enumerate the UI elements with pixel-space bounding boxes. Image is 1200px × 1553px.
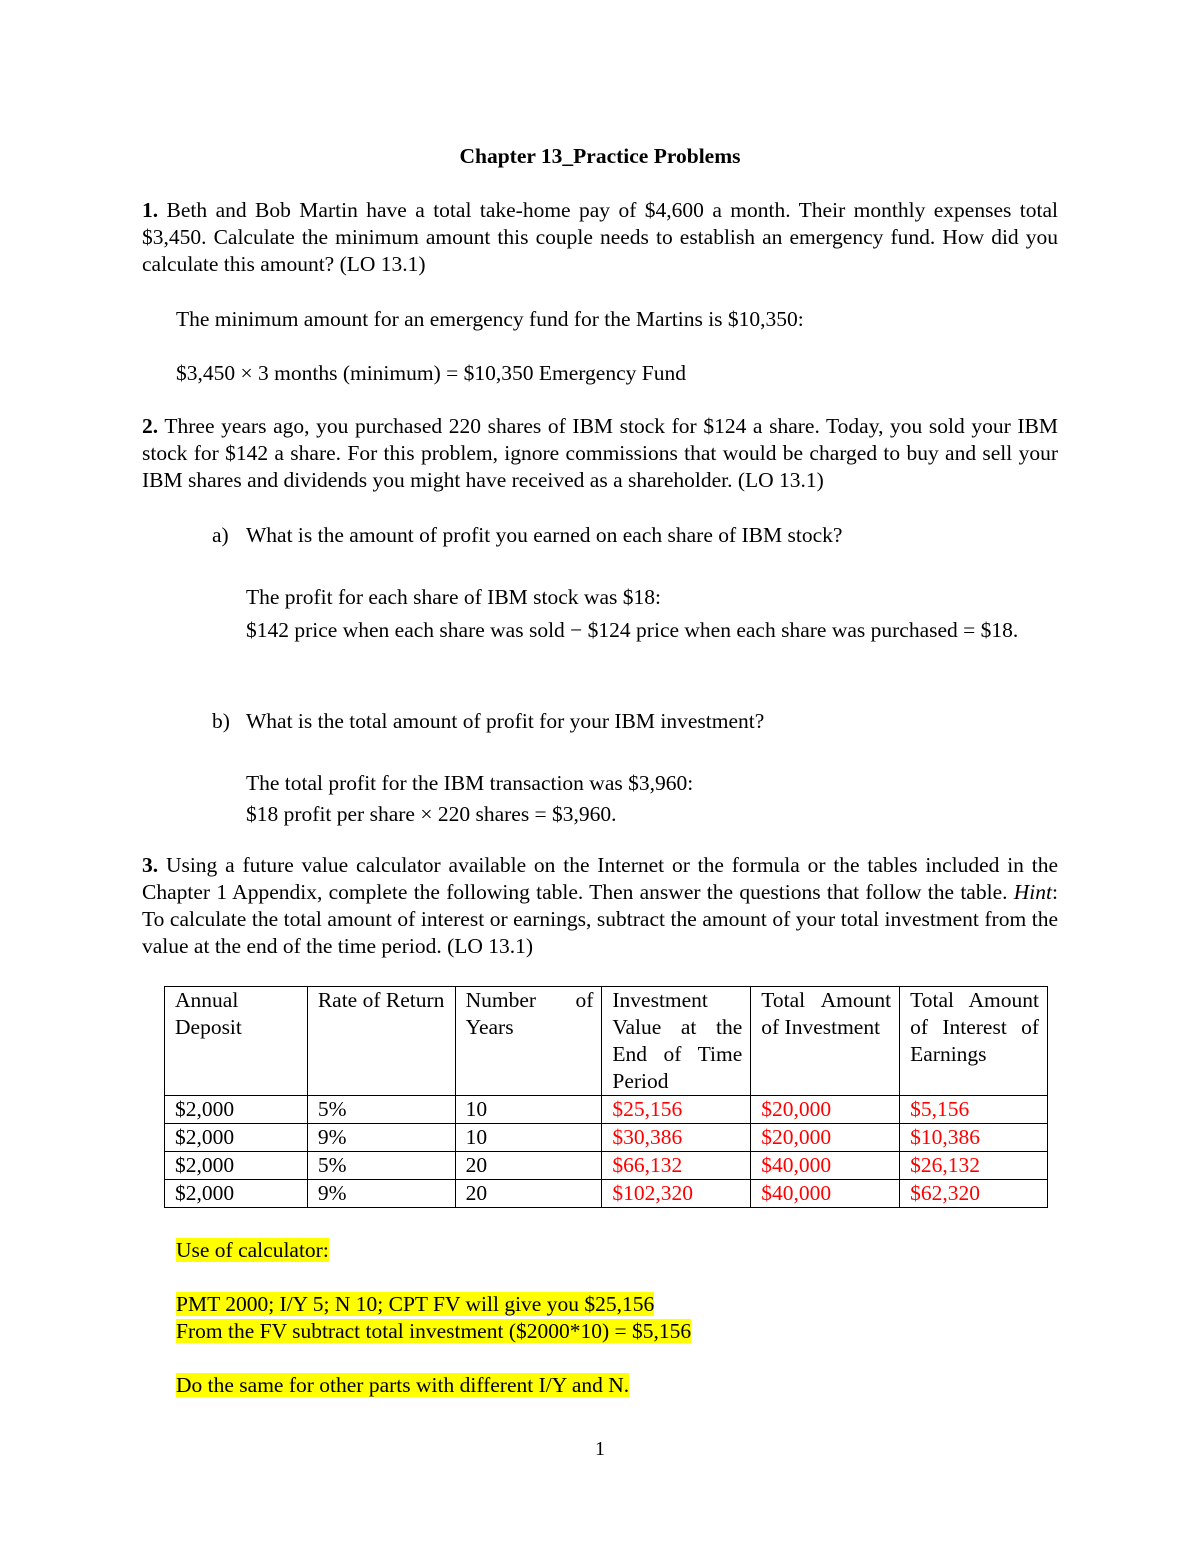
table-cell-answer: $66,132 [602, 1152, 751, 1180]
question-3-number: 3. [142, 853, 159, 877]
question-3-text: Using a future value calculator available on the Internet or the formula or the tables included in the Chapter 1 Appendix, complete the following table. Then answer the questions that follow the table. [142, 853, 1058, 904]
table-header-cell: Rate of Return [307, 987, 455, 1096]
table-cell-answer: $102,320 [602, 1180, 751, 1208]
question-3-hint-text: : To calculate the total amount of interest or earnings, subtract the amount of your total investment from the value at the end of the time period. (LO 13.1) [142, 880, 1058, 958]
question-2a-answer-line-2: $142 price when each share was sold − $124 price when each share was purchased = $18. [246, 618, 1019, 642]
table-header-cell: Investment Value at the End of Time Period [602, 987, 751, 1096]
question-1-text: Beth and Bob Martin have a total take-home pay of $4,600 a month. Their monthly expenses total $3,450. Calculate the minimum amount this couple needs to establish an emergency fund. How did you calculate this amount? (LO 13.1) [142, 198, 1058, 276]
calculator-heading-line [176, 1237, 1056, 1264]
question-2b-answer-line-1: The total profit for the IBM transaction was $3,960: [246, 771, 694, 795]
calculator-line-1-wrap [176, 1291, 1056, 1318]
table-cell: 5% [307, 1152, 455, 1180]
table-row [165, 1124, 1048, 1152]
calculator-line-1: PMT 2000; I/Y 5; N 10; CPT FV will give you $25,156 [176, 1292, 655, 1316]
question-2 [142, 413, 1058, 494]
table-cell: 20 [455, 1152, 602, 1180]
table-header-cell: Annual Deposit [165, 987, 308, 1096]
table-cell-answer: $40,000 [751, 1180, 900, 1208]
question-2-text: Three years ago, you purchased 220 shares of IBM stock for $124 a share. Today, you sold your IBM stock for $142 a share. For this problem, ignore commissions that would be charged to buy and sell your IBM shares and dividends you might have received as a shareholder. (LO 13.1) [142, 414, 1058, 492]
table-cell: 9% [307, 1180, 455, 1208]
question-3-hint-label: Hint [1013, 880, 1053, 904]
table-cell-answer: $5,156 [900, 1096, 1048, 1124]
table-row [165, 1152, 1048, 1180]
table-row [165, 1096, 1048, 1124]
table-row [165, 1180, 1048, 1208]
table-cell: 20 [455, 1180, 602, 1208]
question-2a-text: What is the amount of profit you earned on each share of IBM stock? [246, 523, 843, 547]
calculator-heading: Use of calculator: [176, 1238, 329, 1262]
question-2a-answer-line-1: The profit for each share of IBM stock was $18: [246, 585, 661, 609]
question-2b-answer-line-2: $18 profit per share × 220 shares = $3,960. [246, 802, 617, 826]
question-1-number: 1. [142, 198, 159, 222]
table-cell-answer: $30,386 [602, 1124, 751, 1152]
calculator-line-2-wrap [176, 1318, 1056, 1345]
calculator-line-3-wrap [176, 1372, 1056, 1399]
table-cell: $2,000 [165, 1152, 308, 1180]
table-cell: 5% [307, 1096, 455, 1124]
table-cell: 10 [455, 1096, 602, 1124]
table-header-cell: Number of Years [455, 987, 602, 1096]
table-header-cell: Total Amount of Investment [751, 987, 900, 1096]
question-2-number: 2. [142, 414, 159, 438]
table-cell: 10 [455, 1124, 602, 1152]
table-header-row [165, 987, 1048, 1096]
table-cell: 9% [307, 1124, 455, 1152]
calculator-line-3: Do the same for other parts with different I/Y and N. [176, 1373, 630, 1397]
question-1-answer-line-1: The minimum amount for an emergency fund for the Martins is $10,350: [176, 307, 804, 331]
question-2a-label: a) [212, 523, 229, 547]
table-cell-answer: $20,000 [751, 1096, 900, 1124]
table-cell-answer: $62,320 [900, 1180, 1048, 1208]
table-header-cell: Total Amount of Interest of Earnings [900, 987, 1048, 1096]
page-number: 1 [595, 1438, 605, 1460]
question-2b-label: b) [212, 709, 230, 733]
question-2a [212, 522, 1058, 549]
table-cell-answer: $20,000 [751, 1124, 900, 1152]
question-1 [142, 197, 1058, 278]
page-title: Chapter 13_Practice Problems [459, 144, 741, 168]
table-cell-answer: $26,132 [900, 1152, 1048, 1180]
question-3 [142, 852, 1058, 960]
table-cell: $2,000 [165, 1124, 308, 1152]
table-cell: $2,000 [165, 1096, 308, 1124]
question-1-answer-line-2: $3,450 × 3 months (minimum) = $10,350 Emergency Fund [176, 361, 686, 385]
table-cell: $2,000 [165, 1180, 308, 1208]
question-2b-text: What is the total amount of profit for your IBM investment? [246, 709, 765, 733]
table-cell-answer: $40,000 [751, 1152, 900, 1180]
future-value-table [164, 986, 1048, 1208]
question-2b [212, 708, 1058, 735]
calculator-line-2: From the FV subtract total investment ($2000*10) = $5,156 [176, 1319, 692, 1343]
table-cell-answer: $10,386 [900, 1124, 1048, 1152]
table-cell-answer: $25,156 [602, 1096, 751, 1124]
